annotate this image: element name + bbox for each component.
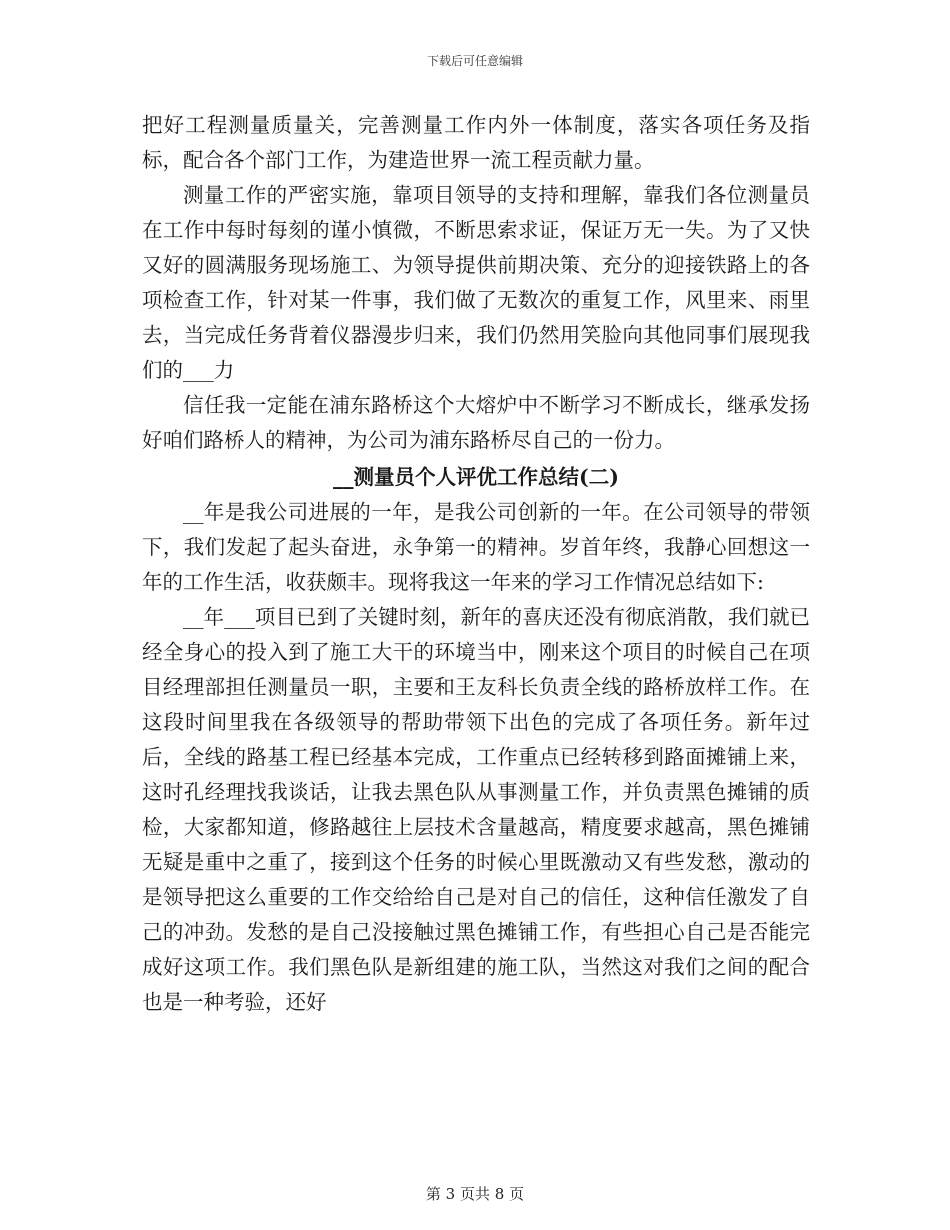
page-number: 第 3 页共 8 页 xyxy=(425,1185,525,1203)
document-body xyxy=(142,108,810,1020)
section-title: __测量员个人评优工作总结(二) xyxy=(333,465,619,489)
paragraph: 测量工作的严密实施，靠项目领导的支持和理解，靠我们各位测量员在工作中每时每刻的谨小慎微，不断思索求证，保证万无一失。为了又快又好的圆满服务现场施工、为领导提供前期决策、充分的迎接铁路上的各项检查工作，针对某一件事，我们做了无数次的重复工作，风里来、雨里去，当完成任务背着仪器漫步归来，我们仍然用笑脸向其他同事们展现我们的___力 xyxy=(142,183,810,382)
paragraph: __年___项目已到了关键时刻，新年的喜庆还没有彻底消散，我们就已经全身心的投入到了施工大干的环境当中，刚来这个项目的时候自己在项目经理部担任测量员一职，主要和王友科长负责全线的路桥放样工作。在这段时间里我在各级领导的帮助带领下出色的完成了各项任务。新年过后，全线的路基工程已经基本完成，工作重点已经转移到路面摊铺上来，这时孔经理找我谈话，让我去黑色队从事测量工作，并负责黑色摊铺的质检，大家都知道，修路越往上层技术含量越高，精度要求越高，黑色摊铺无疑是重中之重了，接到这个任务的时候心里既激动又有些发愁，激动的是领导把这么重要的工作交给给自己是对自己的信任，这种信任激发了自己的冲劲。发愁的是自己没接触过黑色摊铺工作，有些担心自己是否能完成好这项工作。我们黑色队是新组建的施工队，当然这对我们之间的配合也是一种考验，还好 xyxy=(142,605,810,1014)
page-header-note: 下载后可任意编辑 xyxy=(426,54,523,68)
paragraph-continued: 把好工程测量质量关，完善测量工作内外一体制度，落实各项任务及指标，配合各个部门工作，为建造世界一流工程贡献力量。 xyxy=(142,113,810,172)
paragraph: __年是我公司进展的一年，是我公司创新的一年。在公司领导的带领下，我们发起了起头奋进，永争第一的精神。岁首年终，我静心回想这一年的工作生活，收获颇丰。现将我这一年来的学习工作情况总结如下: xyxy=(142,500,810,594)
paragraph: 信任我一定能在浦东路桥这个大熔炉中不断学习不断成长，继承发扬好咱们路桥人的精神，为公司为浦东路桥尽自己的一份力。 xyxy=(142,393,810,452)
